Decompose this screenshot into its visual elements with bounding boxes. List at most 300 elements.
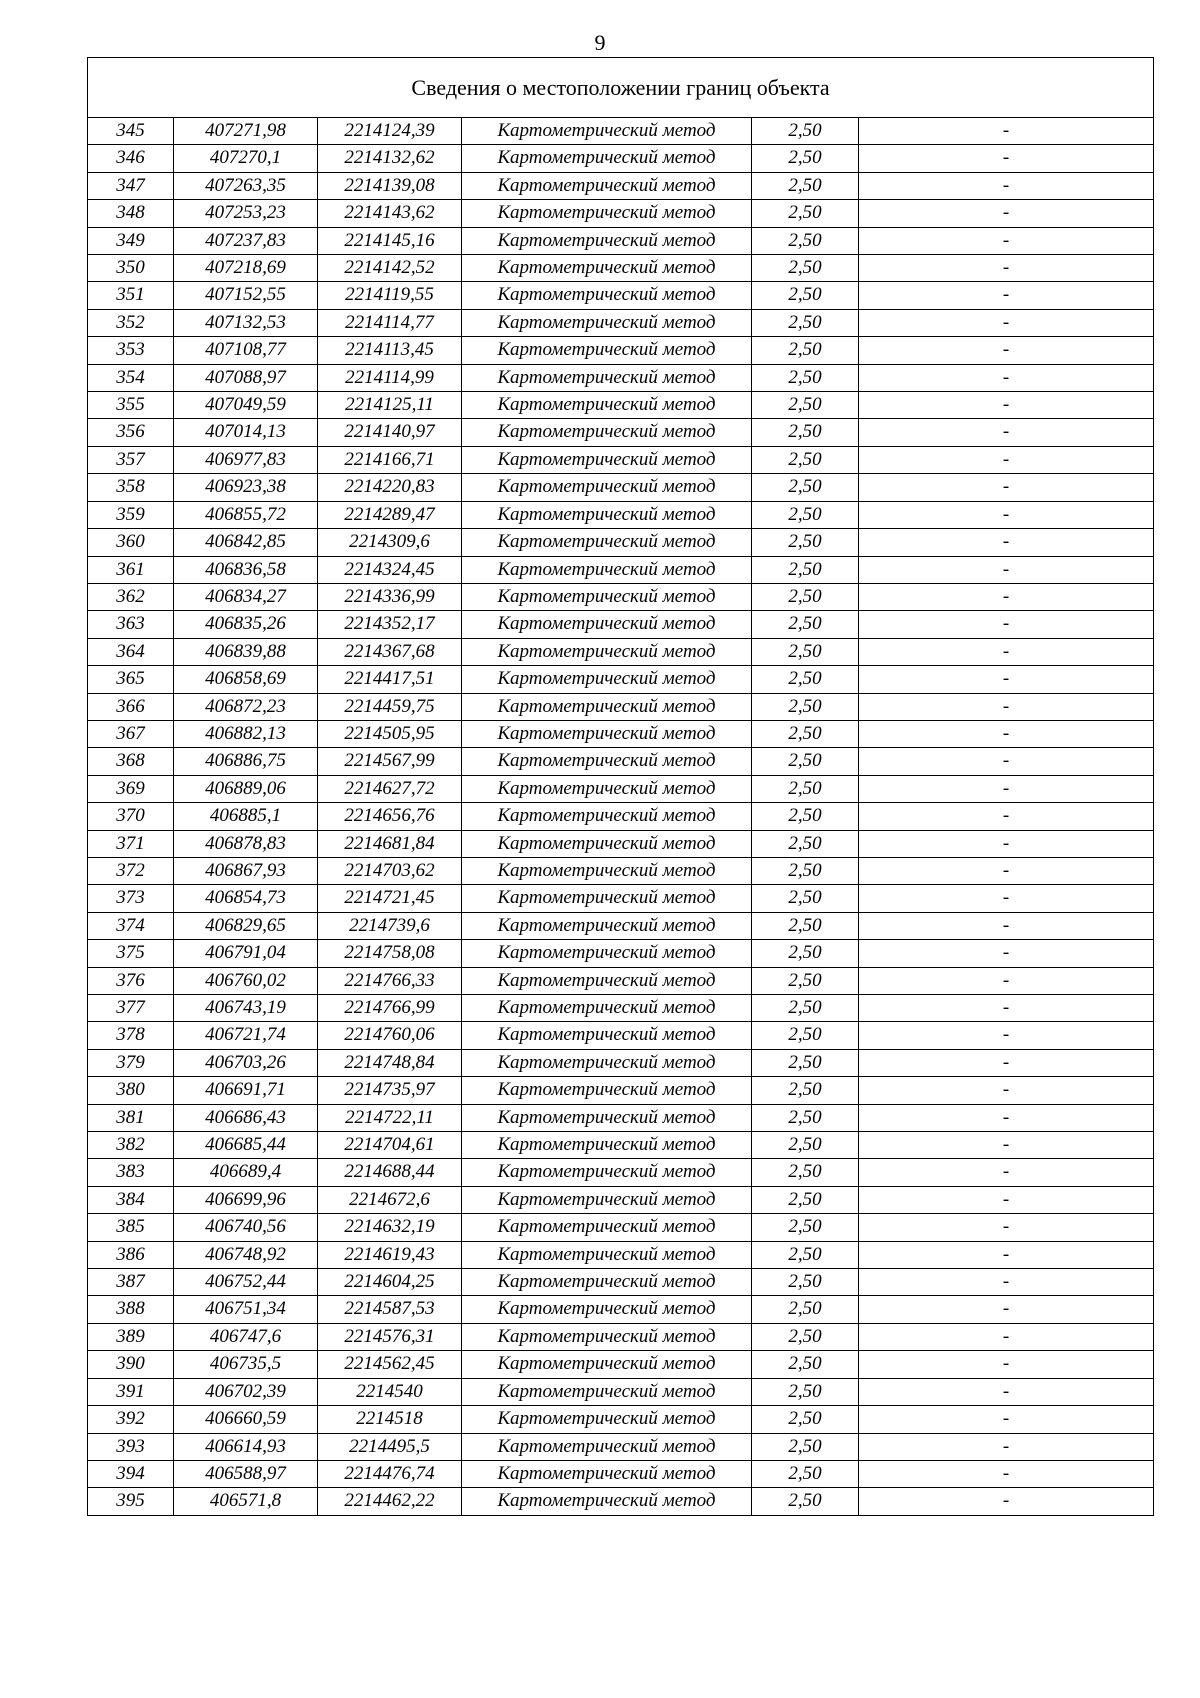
point-number-cell: 346 [88,145,174,172]
method-cell: Картометрический метод [462,830,752,857]
point-number-cell: 375 [88,940,174,967]
accuracy-cell: 2,50 [752,1323,859,1350]
method-cell: Картометрический метод [462,693,752,720]
table-row [88,200,1154,227]
accuracy-cell: 2,50 [752,1077,859,1104]
x-coordinate-cell: 406699,96 [174,1186,318,1213]
y-coordinate-cell: 2214114,99 [318,364,462,391]
y-coordinate-cell: 2214462,22 [318,1488,462,1515]
x-coordinate-cell: 407263,35 [174,172,318,199]
x-coordinate-cell: 406835,26 [174,611,318,638]
description-cell: - [859,446,1154,473]
method-cell: Картометрический метод [462,940,752,967]
accuracy-cell: 2,50 [752,1296,859,1323]
method-cell: Картометрический метод [462,1132,752,1159]
x-coordinate-cell: 406743,19 [174,995,318,1022]
description-cell: - [859,364,1154,391]
table-row [88,1049,1154,1076]
point-number-cell: 395 [88,1488,174,1515]
description-cell: - [859,830,1154,857]
table-row [88,1433,1154,1460]
method-cell: Картометрический метод [462,1433,752,1460]
point-number-cell: 370 [88,803,174,830]
method-cell: Картометрический метод [462,1323,752,1350]
x-coordinate-cell: 406839,88 [174,638,318,665]
description-cell: - [859,172,1154,199]
table-row [88,995,1154,1022]
accuracy-cell: 2,50 [752,666,859,693]
description-cell: - [859,1214,1154,1241]
description-cell: - [859,145,1154,172]
description-cell: - [859,995,1154,1022]
method-cell: Картометрический метод [462,666,752,693]
x-coordinate-cell: 407132,53 [174,309,318,336]
point-number-cell: 353 [88,337,174,364]
description-cell: - [859,1186,1154,1213]
table-row [88,1488,1154,1515]
point-number-cell: 349 [88,227,174,254]
table-row [88,1406,1154,1433]
accuracy-cell: 2,50 [752,1241,859,1268]
description-cell: - [859,556,1154,583]
accuracy-cell: 2,50 [752,1214,859,1241]
accuracy-cell: 2,50 [752,392,859,419]
accuracy-cell: 2,50 [752,1269,859,1296]
method-cell: Картометрический метод [462,1049,752,1076]
page-number: 9 [594,30,606,55]
method-cell: Картометрический метод [462,638,752,665]
method-cell: Картометрический метод [462,1351,752,1378]
y-coordinate-cell: 2214576,31 [318,1323,462,1350]
method-cell: Картометрический метод [462,748,752,775]
accuracy-cell: 2,50 [752,611,859,638]
method-cell: Картометрический метод [462,309,752,336]
accuracy-cell: 2,50 [752,830,859,857]
accuracy-cell: 2,50 [752,1049,859,1076]
y-coordinate-cell: 2214567,99 [318,748,462,775]
description-cell: - [859,1049,1154,1076]
description-cell: - [859,1132,1154,1159]
x-coordinate-cell: 407237,83 [174,227,318,254]
accuracy-cell: 2,50 [752,912,859,939]
y-coordinate-cell: 2214166,71 [318,446,462,473]
table-row [88,1022,1154,1049]
accuracy-cell: 2,50 [752,1433,859,1460]
x-coordinate-cell: 406855,72 [174,501,318,528]
y-coordinate-cell: 2214352,17 [318,611,462,638]
x-coordinate-cell: 406872,23 [174,693,318,720]
x-coordinate-cell: 406854,73 [174,885,318,912]
description-cell: - [859,419,1154,446]
method-cell: Картометрический метод [462,145,752,172]
accuracy-cell: 2,50 [752,995,859,1022]
method-cell: Картометрический метод [462,1269,752,1296]
description-cell: - [859,1488,1154,1515]
y-coordinate-cell: 2214309,6 [318,529,462,556]
y-coordinate-cell: 2214722,11 [318,1104,462,1131]
method-cell: Картометрический метод [462,1378,752,1405]
method-cell: Картометрический метод [462,611,752,638]
x-coordinate-cell: 407049,59 [174,392,318,419]
accuracy-cell: 2,50 [752,227,859,254]
table-row [88,337,1154,364]
table-row [88,1214,1154,1241]
y-coordinate-cell: 2214703,62 [318,857,462,884]
point-number-cell: 387 [88,1269,174,1296]
description-cell: - [859,857,1154,884]
table-row [88,693,1154,720]
y-coordinate-cell: 2214132,62 [318,145,462,172]
y-coordinate-cell: 2214142,52 [318,255,462,282]
description-cell: - [859,611,1154,638]
method-cell: Картометрический метод [462,775,752,802]
x-coordinate-cell: 407271,98 [174,118,318,145]
x-coordinate-cell: 406878,83 [174,830,318,857]
description-cell: - [859,666,1154,693]
y-coordinate-cell: 2214145,16 [318,227,462,254]
point-number-cell: 382 [88,1132,174,1159]
x-coordinate-cell: 406751,34 [174,1296,318,1323]
method-cell: Картометрический метод [462,1241,752,1268]
accuracy-cell: 2,50 [752,1159,859,1186]
x-coordinate-cell: 406885,1 [174,803,318,830]
point-number-cell: 386 [88,1241,174,1268]
method-cell: Картометрический метод [462,337,752,364]
method-cell: Картометрический метод [462,583,752,610]
method-cell: Картометрический метод [462,1488,752,1515]
y-coordinate-cell: 2214289,47 [318,501,462,528]
table-row [88,1077,1154,1104]
accuracy-cell: 2,50 [752,583,859,610]
description-cell: - [859,474,1154,501]
accuracy-cell: 2,50 [752,364,859,391]
method-cell: Картометрический метод [462,364,752,391]
x-coordinate-cell: 406760,02 [174,967,318,994]
accuracy-cell: 2,50 [752,967,859,994]
point-number-cell: 384 [88,1186,174,1213]
x-coordinate-cell: 406614,93 [174,1433,318,1460]
table-row [88,446,1154,473]
description-cell: - [859,1460,1154,1487]
table-body [88,118,1154,1516]
point-number-cell: 364 [88,638,174,665]
y-coordinate-cell: 2214143,62 [318,200,462,227]
point-number-cell: 352 [88,309,174,336]
point-number-cell: 385 [88,1214,174,1241]
y-coordinate-cell: 2214766,33 [318,967,462,994]
description-cell: - [859,912,1154,939]
method-cell: Картометрический метод [462,529,752,556]
table-row [88,1186,1154,1213]
point-number-cell: 390 [88,1351,174,1378]
y-coordinate-cell: 2214125,11 [318,392,462,419]
accuracy-cell: 2,50 [752,1186,859,1213]
point-number-cell: 356 [88,419,174,446]
accuracy-cell: 2,50 [752,1406,859,1433]
x-coordinate-cell: 407218,69 [174,255,318,282]
x-coordinate-cell: 406886,75 [174,748,318,775]
description-cell: - [859,1241,1154,1268]
table-caption-row [88,58,1154,118]
accuracy-cell: 2,50 [752,200,859,227]
description-cell: - [859,1351,1154,1378]
y-coordinate-cell: 2214688,44 [318,1159,462,1186]
method-cell: Картометрический метод [462,282,752,309]
description-cell: - [859,885,1154,912]
method-cell: Картометрический метод [462,1296,752,1323]
description-cell: - [859,227,1154,254]
y-coordinate-cell: 2214518 [318,1406,462,1433]
y-coordinate-cell: 2214721,45 [318,885,462,912]
y-coordinate-cell: 2214748,84 [318,1049,462,1076]
description-cell: - [859,1077,1154,1104]
y-coordinate-cell: 2214704,61 [318,1132,462,1159]
point-number-cell: 381 [88,1104,174,1131]
point-number-cell: 355 [88,392,174,419]
y-coordinate-cell: 2214739,6 [318,912,462,939]
point-number-cell: 365 [88,666,174,693]
method-cell: Картометрический метод [462,1406,752,1433]
method-cell: Картометрический метод [462,446,752,473]
point-number-cell: 394 [88,1460,174,1487]
description-cell: - [859,1022,1154,1049]
accuracy-cell: 2,50 [752,940,859,967]
description-cell: - [859,1296,1154,1323]
description-cell: - [859,255,1154,282]
description-cell: - [859,337,1154,364]
table-row [88,912,1154,939]
description-cell: - [859,775,1154,802]
method-cell: Картометрический метод [462,556,752,583]
x-coordinate-cell: 406740,56 [174,1214,318,1241]
table-row [88,967,1154,994]
point-number-cell: 373 [88,885,174,912]
x-coordinate-cell: 407088,97 [174,364,318,391]
point-number-cell: 366 [88,693,174,720]
x-coordinate-cell: 406689,4 [174,1159,318,1186]
point-number-cell: 389 [88,1323,174,1350]
x-coordinate-cell: 406703,26 [174,1049,318,1076]
x-coordinate-cell: 406660,59 [174,1406,318,1433]
point-number-cell: 363 [88,611,174,638]
x-coordinate-cell: 406791,04 [174,940,318,967]
y-coordinate-cell: 2214505,95 [318,720,462,747]
x-coordinate-cell: 406889,06 [174,775,318,802]
point-number-cell: 354 [88,364,174,391]
y-coordinate-cell: 2214114,77 [318,309,462,336]
method-cell: Картометрический метод [462,967,752,994]
method-cell: Картометрический метод [462,803,752,830]
point-number-cell: 351 [88,282,174,309]
point-number-cell: 345 [88,118,174,145]
table-row [88,666,1154,693]
description-cell: - [859,1378,1154,1405]
table-row [88,1241,1154,1268]
description-cell: - [859,967,1154,994]
y-coordinate-cell: 2214681,84 [318,830,462,857]
point-number-cell: 371 [88,830,174,857]
accuracy-cell: 2,50 [752,419,859,446]
method-cell: Картометрический метод [462,255,752,282]
description-cell: - [859,1406,1154,1433]
x-coordinate-cell: 406867,93 [174,857,318,884]
y-coordinate-cell: 2214604,25 [318,1269,462,1296]
y-coordinate-cell: 2214220,83 [318,474,462,501]
method-cell: Картометрический метод [462,1460,752,1487]
table-row [88,501,1154,528]
table-row [88,1104,1154,1131]
description-cell: - [859,118,1154,145]
accuracy-cell: 2,50 [752,337,859,364]
boundary-coordinates-table [87,57,1154,1516]
table-row [88,364,1154,391]
accuracy-cell: 2,50 [752,446,859,473]
point-number-cell: 359 [88,501,174,528]
table-row [88,145,1154,172]
y-coordinate-cell: 2214367,68 [318,638,462,665]
point-number-cell: 388 [88,1296,174,1323]
table-row [88,529,1154,556]
accuracy-cell: 2,50 [752,255,859,282]
method-cell: Картометрический метод [462,1186,752,1213]
point-number-cell: 360 [88,529,174,556]
point-number-cell: 369 [88,775,174,802]
accuracy-cell: 2,50 [752,556,859,583]
table-row [88,583,1154,610]
x-coordinate-cell: 406923,38 [174,474,318,501]
x-coordinate-cell: 406747,6 [174,1323,318,1350]
accuracy-cell: 2,50 [752,693,859,720]
y-coordinate-cell: 2214495,5 [318,1433,462,1460]
y-coordinate-cell: 2214124,39 [318,118,462,145]
table-row [88,1378,1154,1405]
method-cell: Картометрический метод [462,172,752,199]
accuracy-cell: 2,50 [752,1351,859,1378]
table-row [88,1460,1154,1487]
description-cell: - [859,803,1154,830]
y-coordinate-cell: 2214324,45 [318,556,462,583]
point-number-cell: 380 [88,1077,174,1104]
table-row [88,830,1154,857]
method-cell: Картометрический метод [462,885,752,912]
x-coordinate-cell: 406858,69 [174,666,318,693]
y-coordinate-cell: 2214113,45 [318,337,462,364]
y-coordinate-cell: 2214562,45 [318,1351,462,1378]
table-row [88,940,1154,967]
accuracy-cell: 2,50 [752,748,859,775]
point-number-cell: 357 [88,446,174,473]
accuracy-cell: 2,50 [752,1104,859,1131]
table-row [88,611,1154,638]
table-row [88,720,1154,747]
accuracy-cell: 2,50 [752,1488,859,1515]
y-coordinate-cell: 2214540 [318,1378,462,1405]
method-cell: Картометрический метод [462,419,752,446]
method-cell: Картометрический метод [462,1022,752,1049]
method-cell: Картометрический метод [462,227,752,254]
table-row [88,392,1154,419]
table-row [88,638,1154,665]
point-number-cell: 392 [88,1406,174,1433]
accuracy-cell: 2,50 [752,638,859,665]
accuracy-cell: 2,50 [752,1378,859,1405]
x-coordinate-cell: 406571,8 [174,1488,318,1515]
point-number-cell: 348 [88,200,174,227]
x-coordinate-cell: 406588,97 [174,1460,318,1487]
description-cell: - [859,1323,1154,1350]
y-coordinate-cell: 2214336,99 [318,583,462,610]
accuracy-cell: 2,50 [752,309,859,336]
method-cell: Картометрический метод [462,995,752,1022]
accuracy-cell: 2,50 [752,529,859,556]
point-number-cell: 368 [88,748,174,775]
x-coordinate-cell: 407270,1 [174,145,318,172]
point-number-cell: 379 [88,1049,174,1076]
table-row [88,556,1154,583]
description-cell: - [859,392,1154,419]
x-coordinate-cell: 407152,55 [174,282,318,309]
method-cell: Картометрический метод [462,474,752,501]
x-coordinate-cell: 406836,58 [174,556,318,583]
accuracy-cell: 2,50 [752,803,859,830]
x-coordinate-cell: 407108,77 [174,337,318,364]
description-cell: - [859,693,1154,720]
table-row [88,803,1154,830]
table-row [88,419,1154,446]
point-number-cell: 393 [88,1433,174,1460]
method-cell: Картометрический метод [462,200,752,227]
description-cell: - [859,940,1154,967]
point-number-cell: 376 [88,967,174,994]
table-row [88,474,1154,501]
method-cell: Картометрический метод [462,1214,752,1241]
table-row [88,775,1154,802]
method-cell: Картометрический метод [462,392,752,419]
x-coordinate-cell: 406748,92 [174,1241,318,1268]
description-cell: - [859,720,1154,747]
description-cell: - [859,748,1154,775]
table-row [88,309,1154,336]
point-number-cell: 347 [88,172,174,199]
table-row [88,1323,1154,1350]
description-cell: - [859,200,1154,227]
point-number-cell: 350 [88,255,174,282]
accuracy-cell: 2,50 [752,282,859,309]
method-cell: Картометрический метод [462,118,752,145]
accuracy-cell: 2,50 [752,1460,859,1487]
accuracy-cell: 2,50 [752,145,859,172]
x-coordinate-cell: 406685,44 [174,1132,318,1159]
description-cell: - [859,529,1154,556]
accuracy-cell: 2,50 [752,118,859,145]
y-coordinate-cell: 2214735,97 [318,1077,462,1104]
method-cell: Картометрический метод [462,912,752,939]
table-row [88,885,1154,912]
y-coordinate-cell: 2214758,08 [318,940,462,967]
x-coordinate-cell: 406721,74 [174,1022,318,1049]
point-number-cell: 362 [88,583,174,610]
y-coordinate-cell: 2214766,99 [318,995,462,1022]
point-number-cell: 378 [88,1022,174,1049]
method-cell: Картометрический метод [462,1159,752,1186]
point-number-cell: 383 [88,1159,174,1186]
table-row [88,1159,1154,1186]
table-caption: Сведения о местоположении границ объекта [88,58,1154,118]
method-cell: Картометрический метод [462,1104,752,1131]
y-coordinate-cell: 2214139,08 [318,172,462,199]
table-row [88,255,1154,282]
method-cell: Картометрический метод [462,720,752,747]
